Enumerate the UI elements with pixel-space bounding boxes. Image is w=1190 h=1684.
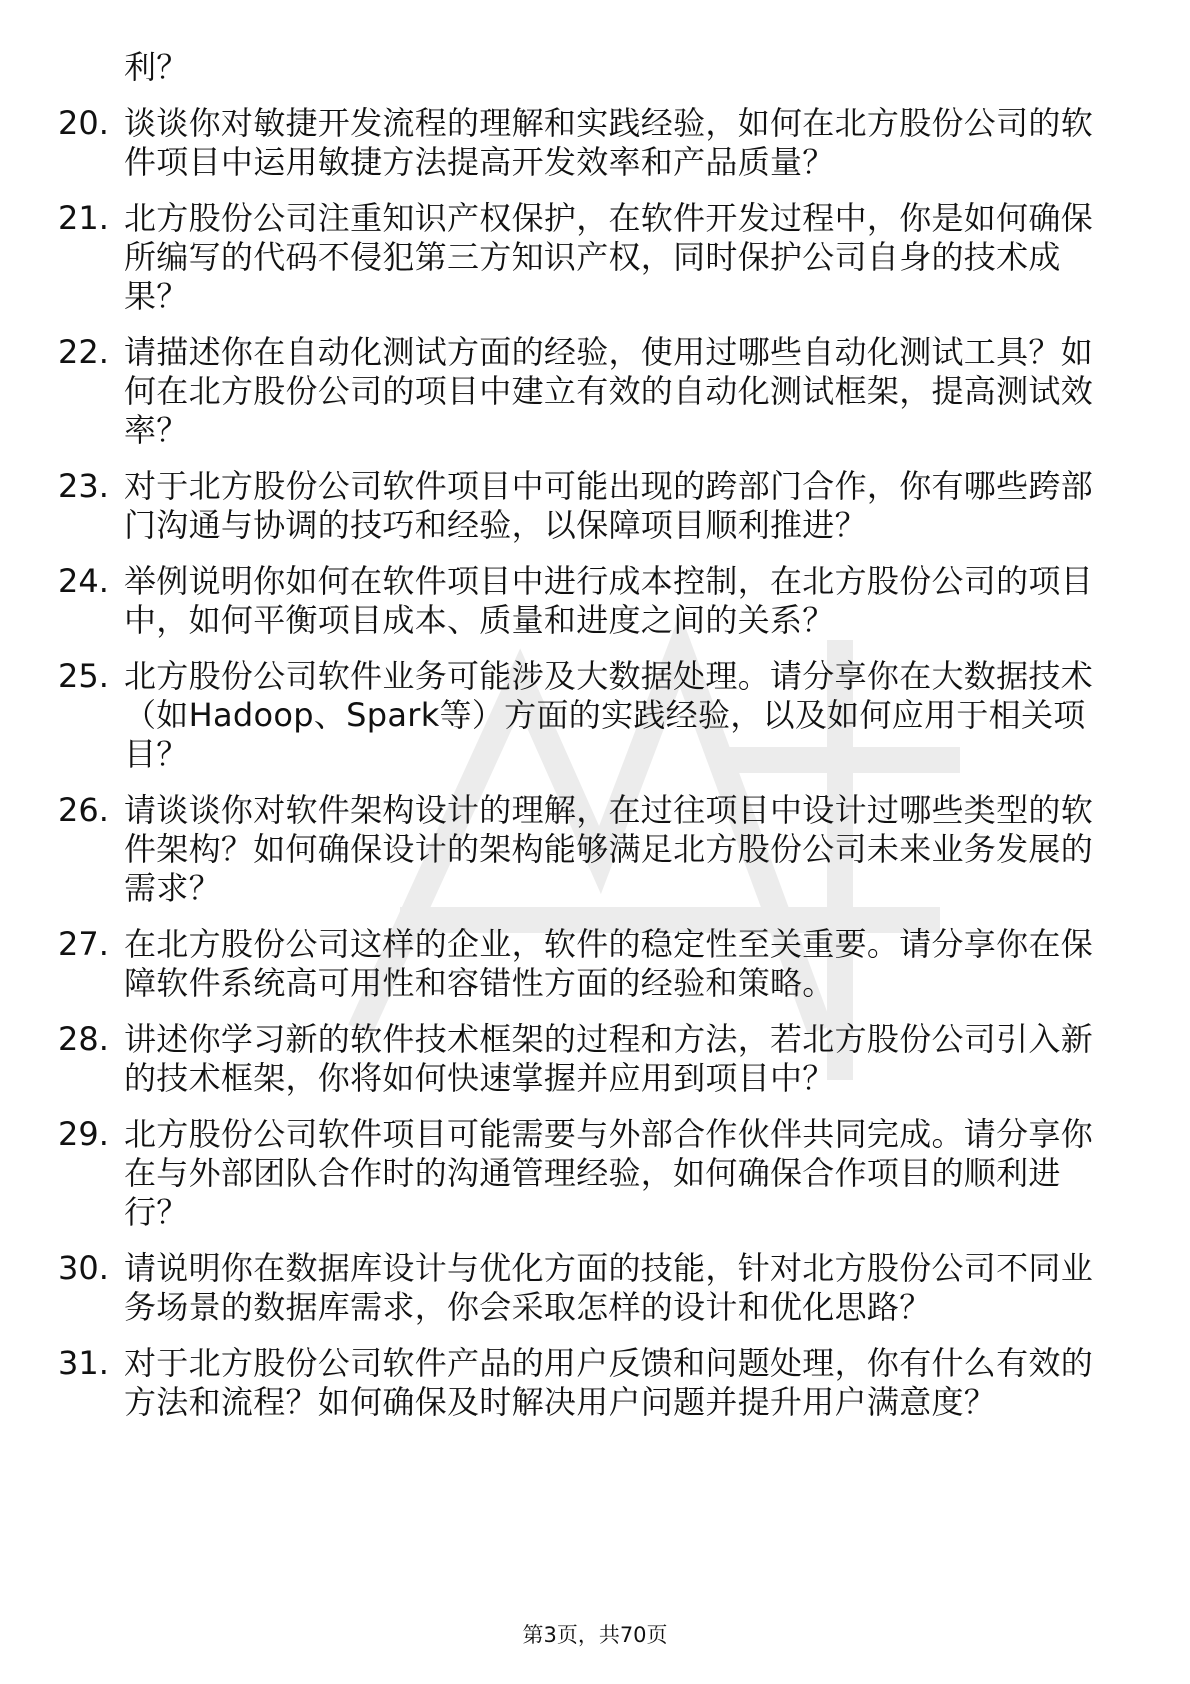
question-number: 20.: [58, 104, 109, 142]
continued-text: 利？: [124, 48, 189, 86]
question-text: 请说明你在数据库设计与优化方面的技能，针对北方股份公司不同业务场景的数据库需求，你会采取怎样的设计和优化思路？: [124, 1249, 1094, 1326]
question-text: 对于北方股份公司软件项目中可能出现的跨部门合作，你有哪些跨部门沟通与协调的技巧和经验，以保障项目顺利推进？: [124, 467, 1094, 544]
question-number: 27.: [58, 925, 109, 963]
question-number: 24.: [58, 562, 109, 600]
question-item: [58, 199, 1108, 316]
question-list: [58, 48, 1108, 1422]
question-item: [58, 657, 1108, 774]
question-number: 28.: [58, 1020, 109, 1058]
question-number: 31.: [58, 1344, 109, 1382]
question-item: [58, 791, 1108, 908]
question-number: 23.: [58, 467, 109, 505]
question-text: 讲述你学习新的软件技术框架的过程和方法，若北方股份公司引入新的技术框架，你将如何快速掌握并应用到项目中？: [124, 1020, 1094, 1097]
question-text: 北方股份公司注重知识产权保护，在软件开发过程中，你是如何确保所编写的代码不侵犯第三方知识产权，同时保护公司自身的技术成果？: [124, 199, 1094, 315]
question-item: [58, 1249, 1108, 1327]
question-text: 在北方股份公司这样的企业，软件的稳定性至关重要。请分享你在保障软件系统高可用性和容错性方面的经验和策略。: [124, 925, 1094, 1002]
question-number: 25.: [58, 657, 109, 695]
question-text: 北方股份公司软件业务可能涉及大数据处理。请分享你在大数据技术（如Hadoop、Spark等）方面的实践经验，以及如何应用于相关项目？: [124, 657, 1094, 773]
page-footer: 第3页，共70页: [522, 1623, 668, 1647]
question-item: [58, 333, 1108, 450]
question-number: 30.: [58, 1249, 109, 1287]
question-text: 对于北方股份公司软件产品的用户反馈和问题处理，你有什么有效的方法和流程？如何确保及时解决用户问题并提升用户满意度？: [124, 1344, 1094, 1421]
question-item: [58, 104, 1108, 182]
question-text: 请谈谈你对软件架构设计的理解，在过往项目中设计过哪些类型的软件架构？如何确保设计的架构能够满足北方股份公司未来业务发展的需求？: [124, 791, 1094, 907]
question-text: 请描述你在自动化测试方面的经验，使用过哪些自动化测试工具？如何在北方股份公司的项目中建立有效的自动化测试框架，提高测试效率？: [124, 333, 1094, 449]
question-number: 21.: [58, 199, 109, 237]
question-item: [58, 1344, 1108, 1422]
question-text: 谈谈你对敏捷开发流程的理解和实践经验，如何在北方股份公司的软件项目中运用敏捷方法提高开发效率和产品质量？: [124, 104, 1094, 181]
question-text: 北方股份公司软件项目可能需要与外部合作伙伴共同完成。请分享你在与外部团队合作时的沟通管理经验，如何确保合作项目的顺利进行？: [124, 1115, 1094, 1231]
question-item: [58, 925, 1108, 1003]
question-number: 26.: [58, 791, 109, 829]
question-item: [58, 1020, 1108, 1098]
question-item: [58, 1115, 1108, 1232]
question-item: [58, 467, 1108, 545]
question-number: 22.: [58, 333, 109, 371]
question-text: 举例说明你如何在软件项目中进行成本控制，在北方股份公司的项目中，如何平衡项目成本、质量和进度之间的关系？: [124, 562, 1094, 639]
question-item: [58, 562, 1108, 640]
question-number: 29.: [58, 1115, 109, 1153]
